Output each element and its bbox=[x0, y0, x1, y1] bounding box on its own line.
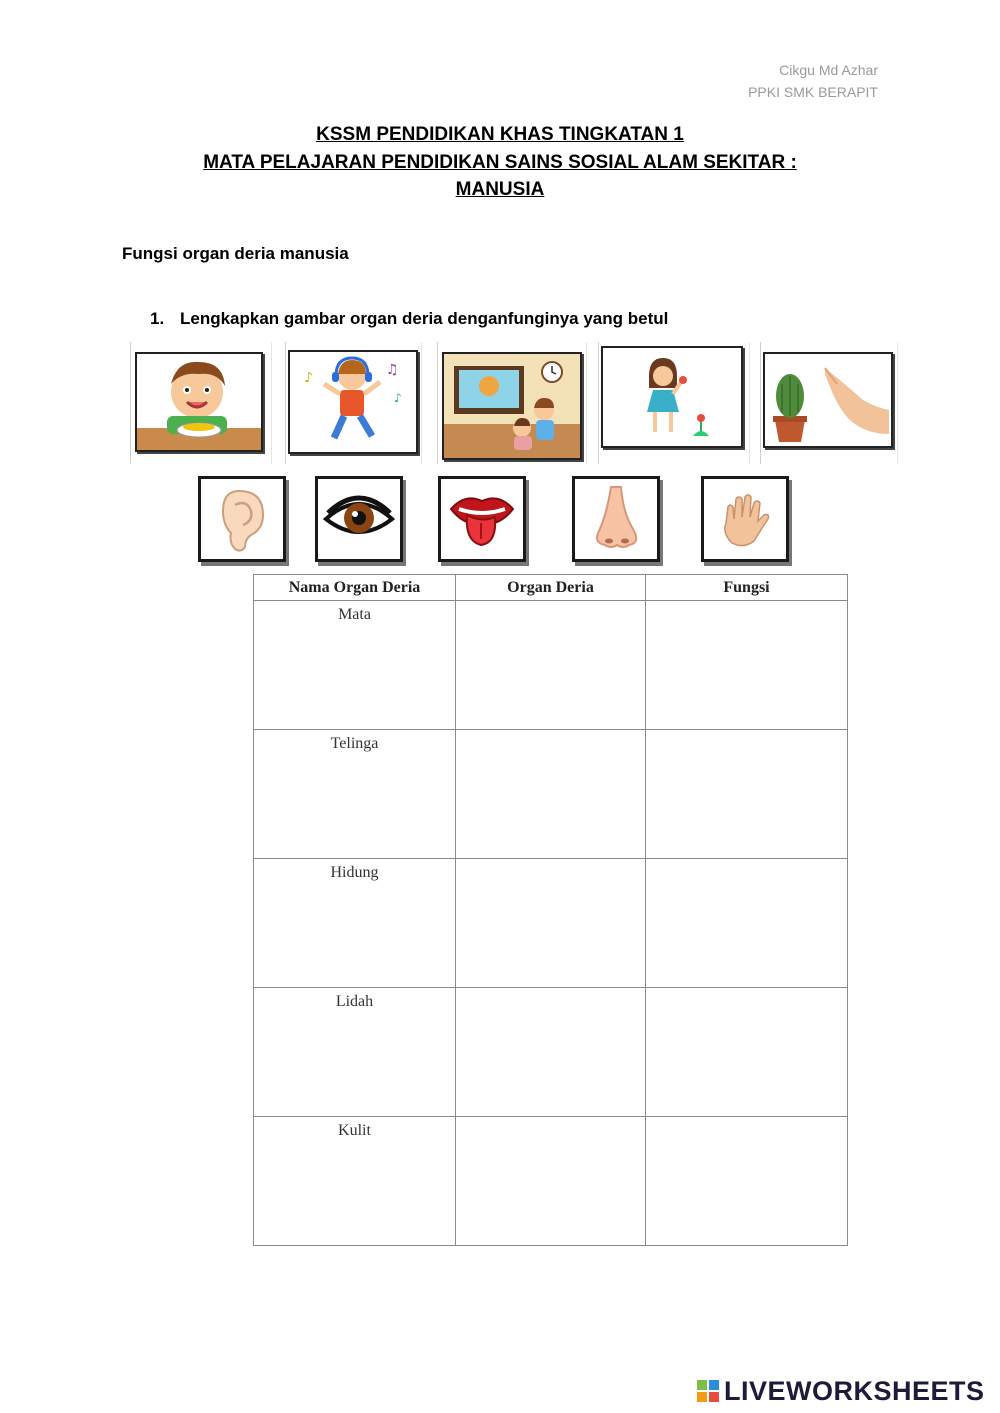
author-school: PPKI SMK BERAPIT bbox=[748, 84, 878, 100]
scene-image-eating[interactable] bbox=[130, 342, 272, 464]
organ-name-label: Mata bbox=[338, 606, 371, 623]
section-heading: Fungsi organ deria manusia bbox=[122, 244, 349, 263]
title-line-2: MATA PELAJARAN PENDIDIKAN SAINS SOSIAL ALAM SEKITAR : bbox=[203, 152, 797, 173]
organ-table bbox=[253, 574, 848, 1246]
question-text: Lengkapkan gambar organ deria denganfunginya yang betul bbox=[180, 309, 669, 328]
boy-listening-music-icon bbox=[288, 350, 418, 454]
organ-name-label: Kulit bbox=[338, 1122, 371, 1139]
eye-icon bbox=[322, 483, 396, 555]
organ-card-nose[interactable] bbox=[572, 476, 660, 562]
table-row bbox=[254, 988, 848, 1117]
liveworksheets-logo[interactable] bbox=[697, 1376, 985, 1407]
watching-tv-icon bbox=[442, 352, 582, 460]
question-number: 1. bbox=[150, 309, 165, 328]
organ-drop-cell[interactable] bbox=[456, 988, 646, 1117]
function-drop-cell[interactable] bbox=[646, 988, 848, 1117]
column-header-organ: Organ Deria bbox=[456, 575, 646, 601]
organ-name-cell bbox=[254, 988, 456, 1117]
svg-text:♪: ♪ bbox=[304, 370, 313, 386]
svg-text:♪: ♪ bbox=[394, 391, 402, 405]
ear-icon bbox=[205, 483, 279, 555]
organ-name-label: Lidah bbox=[335, 993, 374, 1010]
liveworksheets-mark-icon bbox=[697, 1380, 721, 1404]
organ-card-tongue[interactable] bbox=[438, 476, 526, 562]
tongue-icon bbox=[445, 483, 519, 555]
table-row bbox=[254, 730, 848, 859]
touching-cactus-icon bbox=[763, 352, 893, 448]
boy-eating-icon bbox=[135, 352, 263, 452]
column-header-function: Fungsi bbox=[646, 575, 848, 601]
function-drop-cell[interactable] bbox=[646, 859, 848, 988]
liveworksheets-brand: LIVEWORKSHEETS bbox=[724, 1376, 985, 1406]
question-1 bbox=[150, 309, 668, 329]
organ-name-label: Hidung bbox=[330, 864, 379, 881]
title-line-1: KSSM PENDIDIKAN KHAS TINGKATAN 1 bbox=[316, 124, 684, 145]
author-name: Cikgu Md Azhar bbox=[779, 62, 878, 78]
girl-smelling-flower-icon bbox=[601, 346, 743, 448]
organ-drop-cell[interactable] bbox=[456, 1117, 646, 1246]
table-row bbox=[254, 601, 848, 730]
table-row bbox=[254, 1117, 848, 1246]
organ-drop-cell[interactable] bbox=[456, 601, 646, 730]
scene-image-smelling[interactable] bbox=[598, 342, 750, 464]
svg-text:♫: ♫ bbox=[386, 362, 399, 378]
organ-card-hand[interactable] bbox=[701, 476, 789, 562]
scene-image-watching-tv[interactable] bbox=[437, 342, 587, 464]
title-line-3: MANUSIA bbox=[455, 179, 545, 200]
hand-icon bbox=[708, 483, 782, 555]
organ-drop-cell[interactable] bbox=[456, 859, 646, 988]
table-row bbox=[254, 859, 848, 988]
organ-drop-cell[interactable] bbox=[456, 730, 646, 859]
organ-name-label: Telinga bbox=[330, 735, 379, 752]
nose-icon bbox=[579, 483, 653, 555]
organ-name-cell bbox=[254, 1117, 456, 1246]
scene-image-touching[interactable] bbox=[760, 342, 898, 464]
column-header-name: Nama Organ Deria bbox=[254, 575, 456, 601]
scene-image-listening[interactable] bbox=[285, 342, 422, 464]
function-drop-cell[interactable] bbox=[646, 730, 848, 859]
table-header-row bbox=[254, 575, 848, 601]
organ-name-cell bbox=[254, 601, 456, 730]
function-drop-cell[interactable] bbox=[646, 1117, 848, 1246]
function-drop-cell[interactable] bbox=[646, 601, 848, 730]
organ-card-ear[interactable] bbox=[198, 476, 286, 562]
organ-name-cell bbox=[254, 859, 456, 988]
organ-name-cell bbox=[254, 730, 456, 859]
organ-card-eye[interactable] bbox=[315, 476, 403, 562]
